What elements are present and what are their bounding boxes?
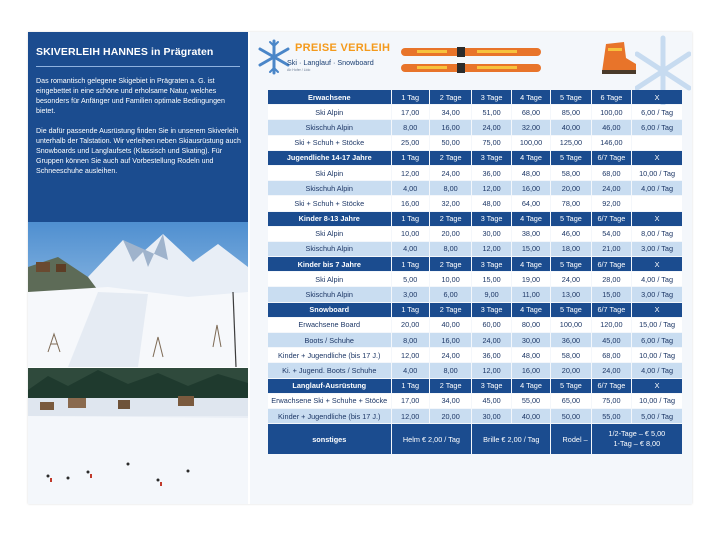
price-cell: 10,00 / Tag (632, 394, 682, 408)
ski-boot-icon (596, 40, 638, 76)
column-header: 4 Tage (512, 212, 550, 226)
table-row (268, 318, 682, 332)
price-cell: 20,00 (430, 227, 472, 241)
price-cell: 9,00 (472, 287, 510, 301)
intro-divider (36, 66, 240, 67)
price-subtitle: Ski · Langlauf · Snowboard (287, 58, 374, 67)
price-cell: 92,00 (592, 196, 631, 210)
item-label: Skischuh Alpin (268, 242, 391, 256)
rodel-half-day: 1/2-Tage – € 5,00 (608, 429, 666, 439)
price-cell: 20,00 (551, 363, 590, 377)
table-row (268, 272, 682, 286)
price-cell: 45,00 (592, 333, 631, 347)
price-cell: 80,00 (512, 318, 550, 332)
rodel-full-day: 1-Tag – € 8,00 (613, 439, 661, 449)
price-cell: 68,00 (592, 348, 631, 362)
column-header: 2 Tage (430, 90, 472, 104)
price-cell: 51,00 (472, 105, 510, 119)
column-header: 4 Tage (512, 90, 550, 104)
price-cell: 8,00 (392, 120, 429, 134)
rodel-label: Rodel – (551, 424, 590, 454)
table-section-header (268, 303, 682, 317)
price-cell: 10,00 / Tag (632, 166, 682, 180)
column-header: 5 Tage (551, 151, 590, 165)
price-cell: 4,00 / Tag (632, 181, 682, 195)
price-cell: 15,00 (512, 242, 550, 256)
table-row (268, 166, 682, 180)
price-cell: 6,00 / Tag (632, 333, 682, 347)
price-cell: 11,00 (512, 287, 550, 301)
price-cell: 24,00 (551, 272, 590, 286)
column-header: 6/7 Tage (592, 212, 631, 226)
price-title: PREISE VERLEIH (295, 42, 391, 54)
column-header: 4 Tage (512, 257, 550, 271)
section-label: Kinder bis 7 Jahre (268, 257, 391, 271)
price-cell: 75,00 (592, 394, 631, 408)
price-cell: 40,00 (551, 120, 590, 134)
price-cell: 16,00 (392, 196, 429, 210)
price-cell: 34,00 (430, 105, 472, 119)
price-cell: 75,00 (472, 136, 510, 150)
ski-slope-image (28, 222, 248, 367)
table-row (268, 287, 682, 301)
price-cell: 64,00 (512, 196, 550, 210)
table-row (268, 242, 682, 256)
table-row (268, 409, 682, 423)
column-header: 6/7 Tage (592, 303, 631, 317)
price-cell: 24,00 (472, 120, 510, 134)
column-header: 5 Tage (551, 303, 590, 317)
column-header: 1 Tag (392, 303, 429, 317)
price-cell: 68,00 (512, 105, 550, 119)
column-header: 6 Tage (592, 90, 631, 104)
column-header: 3 Tage (472, 212, 510, 226)
price-cell: 30,00 (512, 333, 550, 347)
price-cell: 12,00 (392, 348, 429, 362)
price-cell: 25,00 (392, 136, 429, 150)
left-panel (28, 32, 248, 504)
price-cell: 125,00 (551, 136, 590, 150)
price-cell: 10,00 (392, 227, 429, 241)
column-header: 2 Tage (430, 379, 472, 393)
column-header: 5 Tage (551, 90, 590, 104)
village-winter-photo (28, 368, 248, 504)
price-cell: 6,00 / Tag (632, 105, 682, 119)
price-cell: 8,00 / Tag (632, 227, 682, 241)
skis-illustration-icon (397, 44, 545, 78)
price-cell: 45,00 (472, 394, 510, 408)
table-row (268, 363, 682, 377)
price-cell: 48,00 (472, 196, 510, 210)
intro-paragraph-2: Die dafür passende Ausrüstung finden Sie in unserem Skiverleih unterhalb der Talstation. Wir verleihen neben Skiausrüstung auch Snowboards und Langlaufsets (Klassisch und Skating). Für Gruppen können Sie auch auf Vorbestellung Rodeln und Schneeschuhe ausleihen. (36, 127, 241, 175)
price-cell: 46,00 (551, 227, 590, 241)
price-cell: 46,00 (592, 120, 631, 134)
village-winter-image (28, 368, 248, 504)
column-header: 1 Tag (392, 379, 429, 393)
item-label: Skischuh Alpin (268, 181, 391, 195)
section-label: Jugendliche 14-17 Jahre (268, 151, 391, 165)
price-table-body (268, 90, 682, 454)
item-label: Erwachsene Ski + Schuhe + Stöcke (268, 394, 391, 408)
price-cell: 38,00 (512, 227, 550, 241)
price-cell: 8,00 (430, 242, 472, 256)
price-cell: 13,00 (551, 287, 590, 301)
column-header: 1 Tag (392, 212, 429, 226)
section-label: Snowboard (268, 303, 391, 317)
section-label: Langlauf-Ausrüstung (268, 379, 391, 393)
price-cell: 48,00 (512, 166, 550, 180)
item-label: Ski + Schuh + Stöcke (268, 136, 391, 150)
price-cell: 36,00 (551, 333, 590, 347)
price-cell: 19,00 (512, 272, 550, 286)
column-header: 5 Tage (551, 212, 590, 226)
price-cell: 50,00 (430, 136, 472, 150)
price-cell: 48,00 (512, 348, 550, 362)
sonstiges-label: sonstiges (268, 424, 391, 454)
brochure (28, 32, 692, 504)
table-section-header (268, 379, 682, 393)
price-cell: 40,00 (430, 318, 472, 332)
column-header: 4 Tage (512, 379, 550, 393)
section-label: Kinder 8-13 Jahre (268, 212, 391, 226)
intro-box (28, 32, 248, 222)
column-header: 2 Tage (430, 257, 472, 271)
price-cell: 16,00 (512, 181, 550, 195)
price-cell: 8,00 (430, 181, 472, 195)
column-header: 3 Tage (472, 303, 510, 317)
price-cell: 32,00 (430, 196, 472, 210)
price-cell: 20,00 (392, 318, 429, 332)
price-cell: 68,00 (592, 166, 631, 180)
price-cell: 3,00 / Tag (632, 287, 682, 301)
price-cell: 17,00 (392, 105, 429, 119)
intro-text (36, 76, 241, 186)
item-label: Ski Alpin (268, 105, 391, 119)
price-cell: 120,00 (592, 318, 631, 332)
column-header: X (632, 257, 682, 271)
price-cell: 4,00 (392, 242, 429, 256)
column-header: 2 Tage (430, 212, 472, 226)
table-row (268, 181, 682, 195)
table-section-header (268, 90, 682, 104)
price-cell: 12,00 (472, 363, 510, 377)
price-cell: 6,00 / Tag (632, 120, 682, 134)
price-cell: 65,00 (551, 394, 590, 408)
intro-title: SKIVERLEIH HANNES in Prägraten (36, 46, 214, 58)
price-cell: 12,00 (472, 242, 510, 256)
column-header: X (632, 151, 682, 165)
column-header: 2 Tage (430, 151, 472, 165)
price-cell: 18,00 (551, 242, 590, 256)
price-cell: 12,00 (472, 181, 510, 195)
column-header: 5 Tage (551, 257, 590, 271)
column-header: 1 Tag (392, 90, 429, 104)
section-label: Erwachsene (268, 90, 391, 104)
table-row (268, 136, 682, 150)
table-row (268, 333, 682, 347)
price-cell: 4,00 / Tag (632, 272, 682, 286)
price-cell: 3,00 / Tag (632, 242, 682, 256)
price-cell: 12,00 (392, 166, 429, 180)
price-cell: 17,00 (392, 394, 429, 408)
price-cell: 58,00 (551, 166, 590, 180)
price-cell: 12,00 (392, 409, 429, 423)
price-cell: 28,00 (592, 272, 631, 286)
price-cell: 16,00 (512, 363, 550, 377)
brille-price: Brille € 2,00 / Tag (472, 424, 550, 454)
price-cell: 3,00 (392, 287, 429, 301)
item-label: Erwachsene Board (268, 318, 391, 332)
price-cell: 36,00 (472, 166, 510, 180)
price-cell: 30,00 (472, 227, 510, 241)
column-header: 4 Tage (512, 151, 550, 165)
price-panel (250, 32, 692, 504)
price-cell (632, 136, 682, 150)
column-header: X (632, 379, 682, 393)
rodel-prices (592, 424, 682, 454)
item-label: Kinder + Jugendliche (bis 17 J.) (268, 348, 391, 362)
price-cell: 4,00 (392, 363, 429, 377)
table-row (268, 105, 682, 119)
price-cell: 50,00 (551, 409, 590, 423)
price-cell: 100,00 (551, 318, 590, 332)
helm-price: Helm € 2,00 / Tag (392, 424, 472, 454)
price-cell: 10,00 / Tag (632, 348, 682, 362)
price-cell: 24,00 (592, 181, 631, 195)
column-header: 2 Tage (430, 303, 472, 317)
column-header: X (632, 90, 682, 104)
item-label: Kinder + Jugendliche (bis 17 J.) (268, 409, 391, 423)
price-table (267, 89, 683, 455)
item-label: Boots / Schuhe (268, 333, 391, 347)
item-label: Skischuh Alpin (268, 287, 391, 301)
price-cell: 10,00 (430, 272, 472, 286)
column-header: 3 Tage (472, 90, 510, 104)
price-cell: 100,00 (512, 136, 550, 150)
column-header: 5 Tage (551, 379, 590, 393)
column-header: 6/7 Tage (592, 257, 631, 271)
price-cell: 20,00 (551, 181, 590, 195)
price-cell: 20,00 (430, 409, 472, 423)
price-cell: 24,00 (472, 333, 510, 347)
item-label: Ski Alpin (268, 227, 391, 241)
price-cell: 15,00 / Tag (632, 318, 682, 332)
price-cell: 24,00 (430, 166, 472, 180)
ski-slope-photo (28, 222, 248, 367)
price-cell (632, 196, 682, 210)
price-cell: 100,00 (592, 105, 631, 119)
column-header: 1 Tag (392, 151, 429, 165)
price-cell: 8,00 (430, 363, 472, 377)
price-cell: 54,00 (592, 227, 631, 241)
price-cell: 55,00 (512, 394, 550, 408)
price-cell: 4,00 / Tag (632, 363, 682, 377)
price-cell: 58,00 (551, 348, 590, 362)
price-cell: 4,00 (392, 181, 429, 195)
column-header: 3 Tage (472, 151, 510, 165)
item-label: Skischuh Alpin (268, 120, 391, 134)
column-header: 3 Tage (472, 379, 510, 393)
price-cell: 60,00 (472, 318, 510, 332)
price-cell: 30,00 (472, 409, 510, 423)
price-cell: 21,00 (592, 242, 631, 256)
table-section-header (268, 257, 682, 271)
price-cell: 24,00 (592, 363, 631, 377)
price-cell: 8,00 (392, 333, 429, 347)
price-cell: 5,00 (392, 272, 429, 286)
column-header: 6/7 Tage (592, 379, 631, 393)
price-cell: 6,00 (430, 287, 472, 301)
table-section-header (268, 151, 682, 165)
price-cell: 24,00 (430, 348, 472, 362)
item-label: Ski + Schuh + Stöcke (268, 196, 391, 210)
price-cell: 34,00 (430, 394, 472, 408)
price-cell: 16,00 (430, 120, 472, 134)
price-cell: 16,00 (430, 333, 472, 347)
price-cell: 15,00 (592, 287, 631, 301)
item-label: Ski Alpin (268, 166, 391, 180)
table-row (268, 348, 682, 362)
price-cell: 5,00 / Tag (632, 409, 682, 423)
price-cell: 78,00 (551, 196, 590, 210)
table-row (268, 120, 682, 134)
intro-paragraph-1: Das romantisch gelegene Skigebiet in Prägraten a. G. ist eingebettet in eine schöne und erholsame Natur, welches besonders für Anfänger und Familien optimale Bedingungen bietet. (36, 77, 225, 115)
item-label: Ski Alpin (268, 272, 391, 286)
price-cell: 40,00 (512, 409, 550, 423)
column-header: X (632, 212, 682, 226)
table-section-header (268, 212, 682, 226)
table-row (268, 196, 682, 210)
sonstiges-row (268, 424, 682, 454)
price-cell: 36,00 (472, 348, 510, 362)
column-header: X (632, 303, 682, 317)
item-label: Ki. + Jugend. Boots / Schuhe (268, 363, 391, 377)
table-row (268, 227, 682, 241)
price-cell: 146,00 (592, 136, 631, 150)
column-header: 6/7 Tage (592, 151, 631, 165)
price-cell: 85,00 (551, 105, 590, 119)
price-cell: 32,00 (512, 120, 550, 134)
column-header: 1 Tag (392, 257, 429, 271)
table-row (268, 394, 682, 408)
column-header: 3 Tage (472, 257, 510, 271)
price-cell: 15,00 (472, 272, 510, 286)
column-header: 4 Tage (512, 303, 550, 317)
price-tiny-note: Ab Hofer / Lido (287, 68, 311, 72)
price-cell: 55,00 (592, 409, 631, 423)
